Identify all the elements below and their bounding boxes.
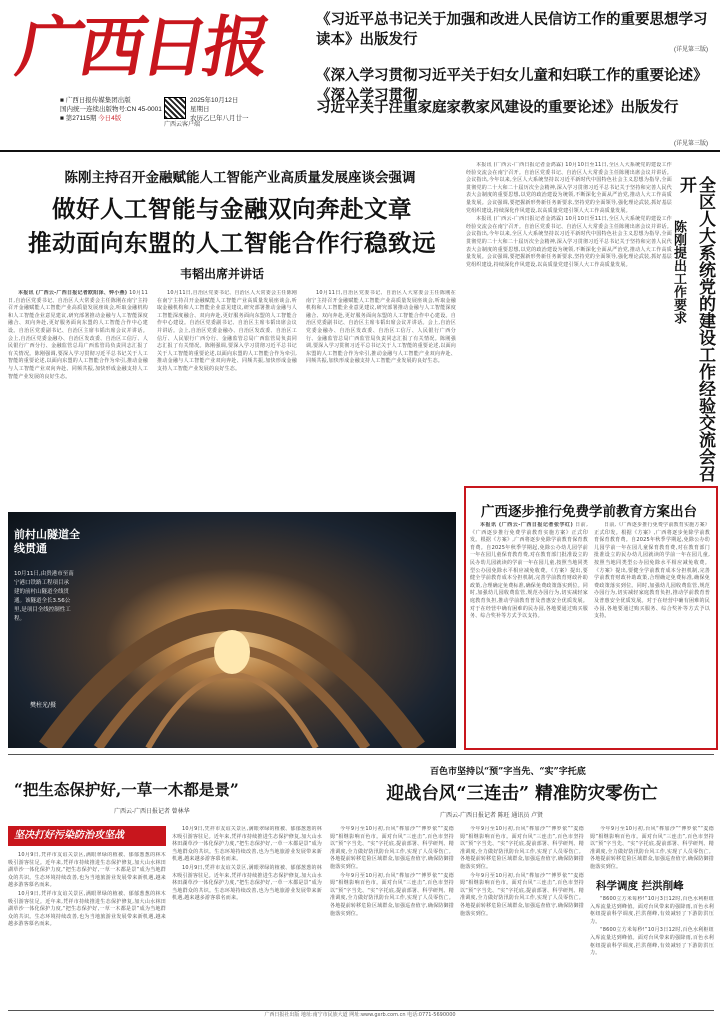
sci-body-text: “8600立方米每秒!”10月3日12时,百色水利枢纽入库流量达到峰值。面对台风带来的强降雨,百色水利枢纽提前科学调度,拦洪削峰,有效减轻了下游防洪压力。 (590, 896, 714, 925)
lead-byline: 本报讯 (广西云-广西日报记者欧阳泽、钟小燕) (18, 290, 128, 296)
typhoon-body-col3 (590, 826, 714, 874)
masthead-title: 广西日报 (11, 8, 273, 86)
weekday: 星期日 (190, 106, 210, 113)
ecology-body-text: 10月9日,凭祥市友谊关景区,满眼翠绿的植被、郁郁葱葱的林木吸引游客驻足。近年来,凭祥市持续推进生态保护修复,加大山水林田湖草沙一体化保护力度,“把生态保护好,一草一木都是景”成为当地群众的共识。生态环境持续改善,也为当地旅游业发展带来新机遇,越来越多游客慕名而来。 (8, 852, 166, 889)
right-headline: 全区人大系统党的建设工作经验交流会召开 (676, 176, 715, 482)
typhoon-byline: 广西云-广西日报记者 陈旺 通讯员 卢贤 (440, 813, 543, 819)
typhoon-headline: 迎战台风“三连击” 精准防灾零伤亡 (386, 784, 658, 804)
preschool-byline: 本报讯 (广西云-广西日报记者张学红) (480, 522, 574, 528)
top-headline-1: 《习近平总书记关于加强和改进人民信访工作的重要思想学习读本》出版发行 (316, 11, 708, 48)
website-label: 广西云客户端 (164, 122, 201, 128)
preschool-body-col1 (470, 522, 588, 740)
typhoon-body-text-4: 今年9月至10月初,台风“桦加沙”“博罗依”“麦德姆”相继影响百色市。面对台风“三连击”,百色市坚持以“预”字当先、“实”字托底,提前部署、科学研判、精准调度,全力做好防汛防台风工作,实现了人员零伤亡。各地提前转移危险区域群众,加强巡查值守,确保防御措施落实到位。 (590, 826, 714, 870)
date-box (190, 96, 249, 123)
date: 2025年10月12日 (190, 97, 239, 104)
right-body (466, 162, 672, 480)
photo-title: 前村山隧道全线贯通 (14, 528, 80, 555)
lunar-date: 农历乙巳年八月廿一 (190, 115, 249, 122)
top-headline-2b: 习近平关于注重家庭家教家风建设的重要论述》出版发行 (316, 99, 679, 116)
publisher-line: ■ 广西日报传媒集团出版 (60, 97, 131, 104)
right-body-text: 本报讯 (广西云-广西日报记者金鸿霖) 10月10日至11日,全区人大系统党的建设工作经验交流会在南宁召开。自治区党委书记、自治区人大常委会主任陈刚出席会议并讲话。会议指出,今年以来,全区人大系统坚持以习近平新时代中国特色社会主义思想为指导,全面贯彻党的二十大和二十届历次全会精神,深入学习贯彻习近平总书记关于坚持和完善人民代表大会制度的重要思想,以党的政治建设为统领,不断深化全面从严治党,推动人大工作高质量发展。会议强调,要把握新形势新任务新要求,坚持党的全面领导,强化理论武装,抓好基层党组织建设,持续深化作风建设,以高质量党建引领人大工作高质量发展。 (466, 162, 672, 214)
lead-kicker: 陈刚主持召开金融赋能人工智能产业高质量发展座谈会强调 (64, 170, 416, 186)
typhoon-body-col2 (460, 826, 584, 1010)
typhoon-body-text-3: 今年9月至10月初,台风“桦加沙”“博罗依”“麦德姆”相继影响百色市。面对台风“三连击”,百色市坚持以“预”字当先、“实”字托底,提前部署、科学研判、精准调度,全力做好防汛防台风工作,实现了人员零伤亡。各地提前转移危险区域群众,加强巡查值守,确保防御措施落实到位。 (460, 872, 584, 917)
masthead-meta (60, 96, 162, 123)
sci-body (590, 896, 714, 1010)
ecology-body-col1 (8, 852, 166, 1010)
right-body-text-2: 本报讯 (广西云-广西日报记者金鸿霖) 10月10日至11日,全区人大系统党的建设工作经验交流会在南宁召开。自治区党委书记、自治区人大常委会主任陈刚出席会议并讲话。会议指出,今年以来,全区人大系统坚持以习近平新时代中国特色社会主义思想为指导,全面贯彻党的二十大和二十届历次全会精神,深入学习贯彻习近平总书记关于坚持和完善人民代表大会制度的重要思想,以党的政治建设为统领,不断深化全面从严治党,推动人大工作高质量发展。会议强调,要把握新形势新任务新要求,坚持党的全面领导,强化理论武装,抓好基层党组织建设,持续深化作风建设,以高质量党建引领人大工作高质量发展。 (466, 216, 672, 268)
top-headline-2-note: (详见第三版) (674, 141, 708, 147)
lead-body-text-2: 10月11日,自治区党委书记、自治区人大常委会主任陈刚在南宁主持召开金融赋能人工智能产业高质量发展座谈会,听取金融机构和人工智能企业意见建议,研究部署推动金融与人工智能深度融合、双向奔赴,更好服务面向东盟的人工智能合作中心建设。自治区党委副书记、自治区主席韦韬出席会议并讲话。会上,自治区党委金融办、自治区发改委、自治区工信厅、人民银行广西分行、金融监管总局广西监管局负责同志汇报了有关情况。陈刚强调,要深入学习贯彻习近平总书记关于人工智能的重要论述,以面向东盟的人工智能合作为牵引,推动金融与人工智能产业双向奔赴、同频共振,加快形成金融支持人工智能产业发展的良好生态。 (157, 290, 297, 372)
ecology-kicker-banner: 坚决打好污染防治攻坚战 (8, 826, 166, 846)
sci-body-text-b: “8600立方米每秒!”10月3日12时,百色水利枢纽入库流量达到峰值。面对台风带来的强降雨,百色水利枢纽提前科学调度,拦洪削峰,有效减轻了下游防洪压力。 (590, 927, 714, 957)
preschool-body-text-2: 日前,《广西逐步推行免费学前教育实施方案》正式印发。根据《方案》,广西将逐步免除学前教育保育教育费。自2025年秋季学期起,免除公办幼儿园学前一年在园儿童保育教育费,对在教育部门批准设立的民办幼儿园就读的学前一年在园儿童,按照当地同类型公办园免除水平相应减免收费。《方案》提出,要健全学前教育成本分担机制,完善学前教育财政补助政策,合理确定免费标准,确保免费政策落实到位。同时,加强幼儿园收费监管,规范办园行为,切实减轻家庭教育负担,推动学前教育普及普惠安全优质发展。对于在经营中确有困难的民办园,各地要通过购买服务、综合奖补等方式予以支持。 (594, 522, 710, 620)
footer: 广西日报社出版 地址:南宁市民族大道 网址:www.gxrb.com.cn 电话:0771-5690000 (264, 1012, 456, 1018)
lead-headline-2: 推动面向东盟的人工智能合作行稳致远 (28, 229, 436, 257)
issue-line (60, 114, 162, 123)
masthead-rule (0, 150, 720, 152)
typhoon-body-text-b: 今年9月至10月初,台风“桦加沙”“博罗依”“麦德姆”相继影响百色市。面对台风“三连击”,百色市坚持以“预”字当先、“实”字托底,提前部署、科学研判、精准调度,全力做好防汛防台风工作,实现了人员零伤亡。各地提前转移危险区域群众,加强巡查值守,确保防御措施落实到位。 (330, 872, 454, 917)
typhoon-kicker: 百色市坚持以“预”字当先、“实”字托底 (430, 767, 586, 777)
preschool-body-col2 (594, 522, 710, 740)
lead-body-text: 10月11日,自治区党委书记、自治区人大常委会主任陈刚在南宁主持召开金融赋能人工智能产业高质量发展座谈会,听取金融机构和人工智能企业意见建议,研究部署推动金融与人工智能深度融合、双向奔赴,更好服务面向东盟的人工智能合作中心建设。自治区党委副书记、自治区主席韦韬出席会议并讲话。会上,自治区党委金融办、自治区发改委、自治区工信厅、人民银行广西分行、金融监管总局广西监管局负责同志汇报了有关情况。陈刚强调,要深入学习贯彻习近平总书记关于人工智能的重要论述,以面向东盟的人工智能合作为牵引,推动金融与人工智能产业双向奔赴、同频共振,加快形成金融支持人工智能产业发展的良好生态。 (8, 290, 148, 380)
ecology-body-text-2: 10月9日,凭祥市友谊关景区,满眼翠绿的植被、郁郁葱葱的林木吸引游客驻足。近年来,凭祥市持续推进生态保护修复,加大山水林田湖草沙一体化保护力度,“把生态保护好,一草一木都是景”成为当地群众的共识。生态环境持续改善,也为当地旅游业发展带来新机遇,越来越多游客慕名而来。 (172, 826, 322, 863)
lead-body-col1 (8, 290, 148, 502)
typhoon-body-text: 今年9月至10月初,台风“桦加沙”“博罗依”“麦德姆”相继影响百色市。面对台风“三连击”,百色市坚持以“预”字当先、“实”字托底,提前部署、科学研判、精准调度,全力做好防汛防台风工作,实现了人员零伤亡。各地提前转移危险区域群众,加强巡查值守,确保防御措施落实到位。 (330, 826, 454, 870)
qr-code-icon (164, 97, 186, 119)
preschool-headline: 广西逐步推行免费学前教育方案出台 (481, 504, 697, 520)
lead-headline-1: 做好人工智能与金融双向奔赴文章 (52, 195, 412, 223)
issue-number: ■ 第27115期 (60, 115, 97, 122)
typhoon-body-col1 (330, 826, 454, 1010)
issn-line: 国内统一连续出版物号:CN 45-0001 (60, 106, 162, 113)
section-rule (8, 754, 714, 755)
ecology-body-text-3: 10月9日,凭祥市友谊关景区,满眼翠绿的植被、郁郁葱葱的林木吸引游客驻足。近年来,凭祥市持续推进生态保护修复,加大山水林田湖草沙一体化保护力度,“把生态保护好,一草一木都是景”成为当地群众的共识。生态环境持续改善,也为当地旅游业发展带来新机遇,越来越多游客慕名而来。 (172, 864, 322, 902)
lead-subhead: 韦韬出席并讲话 (180, 267, 265, 281)
page-count: 今日4版 (98, 115, 122, 122)
lead-body-text-3: 10月11日,自治区党委书记、自治区人大常委会主任陈刚在南宁主持召开金融赋能人工智能产业高质量发展座谈会,听取金融机构和人工智能企业意见建议,研究部署推动金融与人工智能深度融合、双向奔赴,更好服务面向东盟的人工智能合作中心建设。自治区党委副书记、自治区主席韦韬出席会议并讲话。会上,自治区党委金融办、自治区发改委、自治区工信厅、人民银行广西分行、金融监管总局广西监管局负责同志汇报了有关情况。陈刚强调,要深入学习贯彻习近平总书记关于人工智能的重要论述,以面向东盟的人工智能合作为牵引,推动金融与人工智能产业双向奔赴、同频共振,加快形成金融支持人工智能产业发展的良好生态。 (306, 290, 456, 365)
photo-caption: 10月11日,由贵港市至南宁港口铁路工程项目承建的前村山隧道全线贯通。该隧道全长3.56公里,是项目全线控制性工程。 (14, 571, 74, 622)
photo-credit: 樊柱光/摄 (30, 702, 57, 709)
typhoon-body-text-2: 今年9月至10月初,台风“桦加沙”“博罗依”“麦德姆”相继影响百色市。面对台风“三连击”,百色市坚持以“预”字当先、“实”字托底,提前部署、科学研判、精准调度,全力做好防汛防台风工作,实现了人员零伤亡。各地提前转移危险区域群众,加强巡查值守,确保防御措施落实到位。 (460, 826, 584, 870)
ecology-headline: “把生态保护好,一草一木都是景” (14, 780, 239, 799)
top-headline-2a: 《深入学习贯彻习近平关于妇女儿童和妇联工作的重要论述》《深入学习贯彻 (316, 67, 708, 104)
ecology-body-text-b: 10月9日,凭祥市友谊关景区,满眼翠绿的植被、郁郁葱葱的林木吸引游客驻足。近年来,凭祥市持续推进生态保护修复,加大山水林田湖草沙一体化保护力度,“把生态保护好,一草一木都是景”成为当地群众的共识。生态环境持续改善,也为当地旅游业发展带来新机遇,越来越多游客慕名而来。 (8, 890, 166, 928)
top-headline-1-note: (详见第三版) (674, 47, 708, 53)
lead-body-col2 (157, 290, 297, 502)
right-subhead: 陈刚提出工作要求 (671, 220, 686, 324)
ecology-body-col2 (172, 826, 322, 1010)
lead-body-col3 (306, 290, 456, 502)
preschool-body-text: 日前,《广西逐步推行免费学前教育实施方案》正式印发。根据《方案》,广西将逐步免除学前教育保育教育费。自2025年秋季学期起,免除公办幼儿园学前一年在园儿童保育教育费,对在教育部门批准设立的民办幼儿园就读的学前一年在园儿童,按照当地同类型公办园免除水平相应减免收费。《方案》提出,要健全学前教育成本分担机制,完善学前教育财政补助政策,合理确定免费标准,确保免费政策落实到位。同时,加强幼儿园收费监管,规范办园行为,切实减轻家庭教育负担,推动学前教育普及普惠安全优质发展。对于在经营中确有困难的民办园,各地要通过购买服务、综合奖补等方式予以支持。 (470, 522, 588, 620)
ecology-byline: 广西云-广西日报记者 曾林华 (114, 809, 190, 815)
sci-headline: 科学调度 拦洪削峰 (596, 880, 684, 892)
